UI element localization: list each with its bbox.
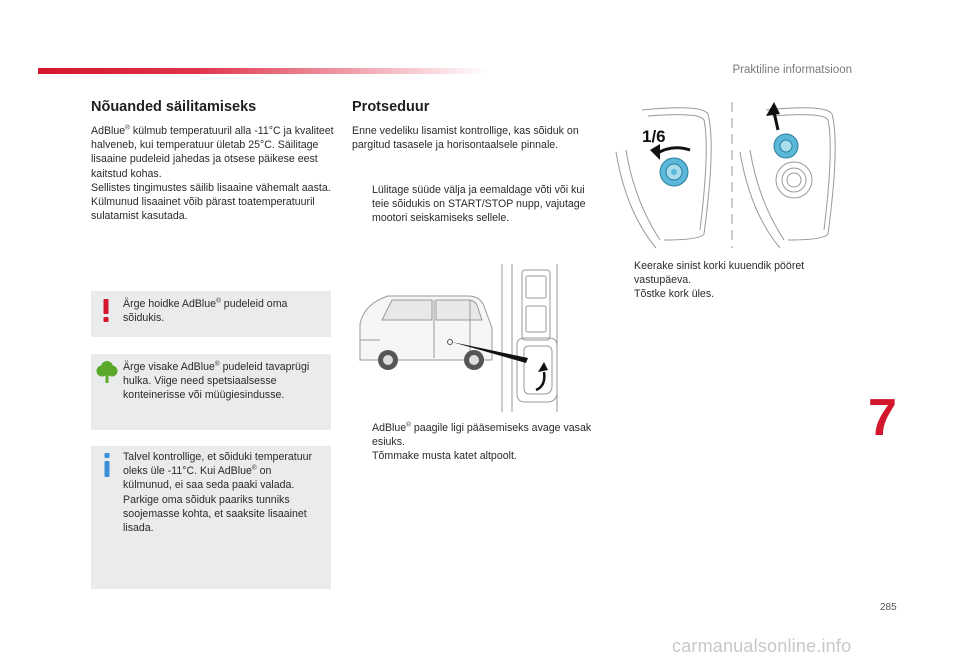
eco-note [91, 354, 331, 430]
info-note [91, 446, 331, 589]
procedure-step-3: Tõmmake musta katet altpoolt. [372, 450, 517, 463]
cap-rotation-label: 1/6 [642, 127, 666, 146]
storage-text: AdBlue® külmub temperatuuril alla -11°C ja kvaliteet halveneb, kui temperatuur ületab 25°C. Säilitage lisaaine pudeleid jahedas ja otsese päikese eest kaitstud kohas. Sellistes tingimustes säilib lisaaine vähemalt aasta. Külmunud lisaainet võib pärast toatemperatuuril sulatamist kasutada. [91, 124, 334, 223]
section-title: Praktiline informatsioon [732, 64, 852, 76]
procedure-step-5: Tõstke kork üles. [634, 288, 715, 301]
exclamation-icon [99, 297, 113, 323]
procedure-step-4: Keerake sinist korki kuuendik pööret vastupäeva. [634, 260, 805, 287]
storage-heading: Nõuanded säilitamiseks [91, 99, 257, 115]
procedure-intro: Enne vedeliku lisamist kontrollige, kas sõiduk on pargitud tasasele ja horisontaalsele pinnale. [352, 125, 579, 152]
page-number: 285 [880, 602, 897, 613]
info-text: Talvel kontrollige, et sõiduki temperatuur oleks üle -11°C. Kui AdBlue® on külmunud, ei saa seda paaki valada. Parkige oma sõiduk paariks tunniks soojemasse kohta, et saaksite lisaainet lisada. [123, 451, 313, 535]
info-icon [101, 452, 113, 478]
procedure-steps-4-5 [614, 259, 844, 302]
cap-illustration [612, 100, 862, 250]
chapter-number: 7 [868, 389, 897, 447]
procedure-step-2: AdBlue® paagile ligi pääsemiseks avage vasak esiuks. [372, 421, 592, 449]
procedure-heading: Protseduur [352, 99, 430, 115]
warning-note [91, 291, 331, 337]
eco-text: Ärge visake AdBlue® pudeleid tavaprügi hulka. Viige need spetsiaalsesse konteinerisse või müügiesindusse. [123, 360, 310, 402]
procedure-steps-2-3 [352, 421, 592, 464]
header-accent-bar [38, 68, 488, 74]
tree-icon [96, 360, 118, 384]
procedure-step-1: Lülitage süüde välja ja eemaldage võti või kui teie sõidukis on START/STOP nupp, vajutage mootori seiskamiseks sellele. [372, 184, 586, 225]
van-door-illustration [352, 262, 564, 414]
warning-text: Ärge hoidke AdBlue® pudeleid oma sõidukis. [123, 297, 288, 325]
watermark: carmanualsonline.info [672, 636, 852, 656]
